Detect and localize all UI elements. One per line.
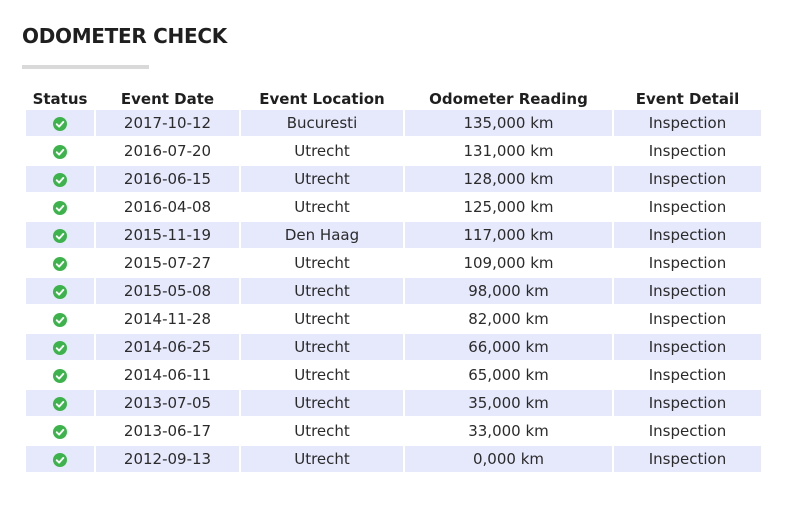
event-detail-cell: Inspection <box>614 110 761 136</box>
event-date-cell: 2015-05-08 <box>96 278 239 304</box>
event-location-cell: Bucuresti <box>241 110 403 136</box>
table-row <box>26 446 761 472</box>
check-circle-icon <box>53 145 67 159</box>
status-cell <box>26 390 94 416</box>
event-location-cell: Utrecht <box>241 334 403 360</box>
check-circle-icon <box>53 201 67 215</box>
check-circle-icon <box>53 229 67 243</box>
odometer-reading-cell: 33,000 km <box>405 418 612 444</box>
event-location-cell: Utrecht <box>241 138 403 164</box>
table-row <box>26 194 761 220</box>
event-location-cell: Utrecht <box>241 278 403 304</box>
column-header-odometer-reading: Odometer Reading <box>429 90 588 108</box>
event-date-cell: 2014-11-28 <box>96 306 239 332</box>
event-location-cell: Utrecht <box>241 390 403 416</box>
odometer-reading-cell: 0,000 km <box>405 446 612 472</box>
event-detail-cell: Inspection <box>614 362 761 388</box>
event-location-cell: Utrecht <box>241 306 403 332</box>
event-location-cell: Utrecht <box>241 250 403 276</box>
event-detail-cell: Inspection <box>614 250 761 276</box>
status-cell <box>26 250 94 276</box>
table-row <box>26 418 761 444</box>
event-location-cell: Utrecht <box>241 362 403 388</box>
event-detail-cell: Inspection <box>614 418 761 444</box>
event-date-cell: 2016-06-15 <box>96 166 239 192</box>
status-cell <box>26 306 94 332</box>
column-header-event-location: Event Location <box>259 90 385 108</box>
event-date-cell: 2015-07-27 <box>96 250 239 276</box>
table-row <box>26 362 761 388</box>
event-detail-cell: Inspection <box>614 166 761 192</box>
status-cell <box>26 194 94 220</box>
event-detail-cell: Inspection <box>614 446 761 472</box>
table-row <box>26 306 761 332</box>
table-row <box>26 250 761 276</box>
table-row <box>26 166 761 192</box>
status-cell <box>26 110 94 136</box>
table-row <box>26 110 761 136</box>
table-row <box>26 390 761 416</box>
check-circle-icon <box>53 369 67 383</box>
column-header-event-date: Event Date <box>120 90 215 108</box>
table-row <box>26 334 761 360</box>
check-circle-icon <box>53 453 67 467</box>
event-location-cell: Utrecht <box>241 166 403 192</box>
page-title: ODOMETER CHECK <box>22 24 227 48</box>
odometer-reading-cell: 98,000 km <box>405 278 612 304</box>
status-cell <box>26 334 94 360</box>
column-header-event-detail: Event Detail <box>635 90 740 108</box>
check-circle-icon <box>53 257 67 271</box>
event-location-cell: Den Haag <box>241 222 403 248</box>
event-detail-cell: Inspection <box>614 306 761 332</box>
check-circle-icon <box>53 425 67 439</box>
event-detail-cell: Inspection <box>614 390 761 416</box>
event-location-cell: Utrecht <box>241 446 403 472</box>
event-date-cell: 2012-09-13 <box>96 446 239 472</box>
odometer-reading-cell: 66,000 km <box>405 334 612 360</box>
title-underline <box>22 65 149 69</box>
check-circle-icon <box>53 341 67 355</box>
check-circle-icon <box>53 313 67 327</box>
odometer-reading-cell: 65,000 km <box>405 362 612 388</box>
event-detail-cell: Inspection <box>614 194 761 220</box>
odometer-reading-cell: 109,000 km <box>405 250 612 276</box>
table-header-row <box>26 86 761 108</box>
event-date-cell: 2016-07-20 <box>96 138 239 164</box>
table-row <box>26 222 761 248</box>
event-location-cell: Utrecht <box>241 418 403 444</box>
event-detail-cell: Inspection <box>614 334 761 360</box>
odometer-reading-cell: 128,000 km <box>405 166 612 192</box>
check-circle-icon <box>53 117 67 131</box>
status-cell <box>26 362 94 388</box>
event-date-cell: 2013-07-05 <box>96 390 239 416</box>
event-date-cell: 2013-06-17 <box>96 418 239 444</box>
odometer-reading-cell: 131,000 km <box>405 138 612 164</box>
status-cell <box>26 446 94 472</box>
check-circle-icon <box>53 397 67 411</box>
table-row <box>26 278 761 304</box>
event-date-cell: 2016-04-08 <box>96 194 239 220</box>
status-cell <box>26 138 94 164</box>
status-cell <box>26 166 94 192</box>
odometer-reading-cell: 82,000 km <box>405 306 612 332</box>
status-cell <box>26 278 94 304</box>
odometer-reading-cell: 125,000 km <box>405 194 612 220</box>
event-date-cell: 2014-06-11 <box>96 362 239 388</box>
odometer-reading-cell: 117,000 km <box>405 222 612 248</box>
odometer-table <box>24 84 763 474</box>
event-detail-cell: Inspection <box>614 138 761 164</box>
event-detail-cell: Inspection <box>614 222 761 248</box>
odometer-reading-cell: 135,000 km <box>405 110 612 136</box>
table-row <box>26 138 761 164</box>
status-cell <box>26 222 94 248</box>
column-header-status: Status <box>32 90 88 108</box>
event-detail-cell: Inspection <box>614 278 761 304</box>
odometer-reading-cell: 35,000 km <box>405 390 612 416</box>
status-cell <box>26 418 94 444</box>
check-circle-icon <box>53 173 67 187</box>
check-circle-icon <box>53 285 67 299</box>
event-date-cell: 2015-11-19 <box>96 222 239 248</box>
event-date-cell: 2014-06-25 <box>96 334 239 360</box>
event-date-cell: 2017-10-12 <box>96 110 239 136</box>
event-location-cell: Utrecht <box>241 194 403 220</box>
